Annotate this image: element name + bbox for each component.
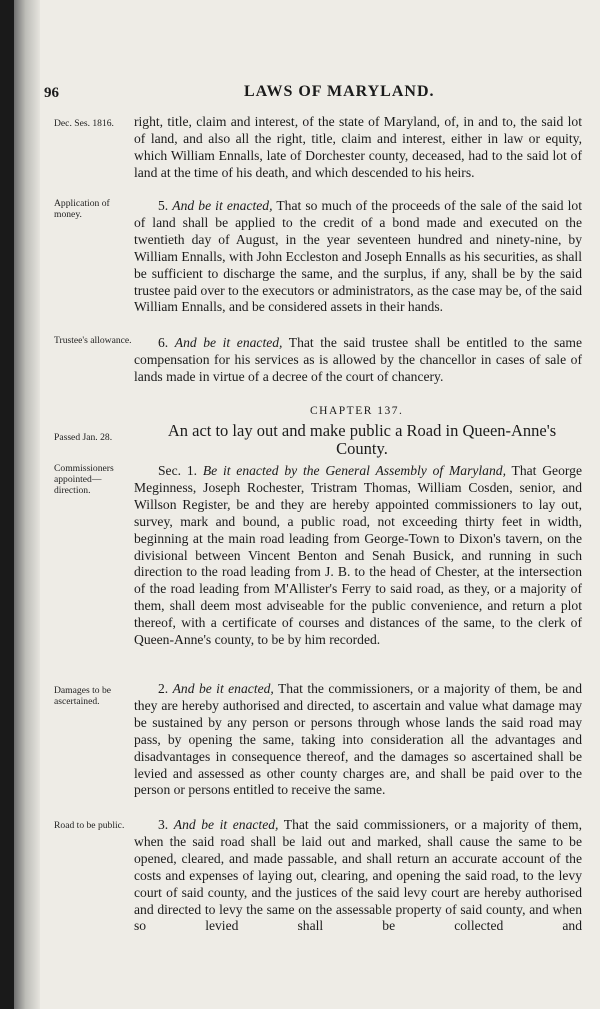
- page-number: 96: [44, 85, 59, 101]
- paragraph-continuation-text: right, title, claim and interest, of the state of Maryland, of, in and to, the said lot of land, and also all the right, title, claim and interest, either in law or equity, which William Ennalls, late of Dorchester county, deceased, had to the said lot of land at the time of his death, and which descended to his heirs.: [134, 114, 582, 180]
- section-5-text: That so much of the proceeds of the sale of the said lot of land shall be applied to the credit of a bond made and executed on the twentieth day of August, in the year seventeen hundred and ninety-nine, by William Ennalls, with John Eccleston and Joseph Ennalls as his securities, as shall be sufficient to discharge the same, and the surplus, if any, shall be by the said trustee paid over to the executors or administrators, as the case may be, of the said William Ennalls, and be considered assets in their hands.: [134, 198, 583, 315]
- chapter-section-2: [134, 681, 582, 799]
- margin-note-damages: Damages to be ascertained.: [54, 685, 112, 707]
- chapter-section-3-enacting: And be it enacted,: [173, 817, 279, 832]
- book-page: [14, 0, 600, 1009]
- section-6-enacting: And be it enacted,: [174, 335, 283, 350]
- chapter-section-3-number: 3.: [158, 817, 169, 832]
- margin-note-commissioners: Commissioners appointed—direction.: [54, 463, 114, 496]
- page-header: [14, 80, 600, 106]
- section-5-enacting: And be it enacted,: [172, 198, 273, 213]
- section-5-number: 5.: [158, 198, 169, 213]
- margin-note-trustee: Trustee's allowance.: [54, 335, 132, 346]
- chapter-section-1-enacting: Be it enacted by the General Assembly of Maryland,: [202, 463, 506, 478]
- chapter-section-1: [134, 463, 582, 649]
- margin-note-road: Road to be public.: [54, 820, 125, 831]
- page-binding: [14, 0, 40, 1009]
- act-title: An act to lay out and make public a Road in Queen-Anne's County.: [167, 421, 557, 458]
- section-6-number: 6.: [158, 335, 169, 350]
- section-6-text: That the said trustee shall be entitled to the same compensation for his services as is allowed by the chancellor in cases of sale of lands made in virtue of a decree of the court of chancery.: [134, 335, 582, 384]
- chapter-section-2-number: 2.: [158, 681, 169, 696]
- chapter-heading: CHAPTER 137.: [310, 405, 404, 417]
- chapter-section-3: [134, 817, 582, 935]
- margin-note-session: Dec. Ses. 1816.: [54, 118, 114, 129]
- paragraph-continuation: [134, 114, 582, 182]
- chapter-section-1-text: That George Meginness, Joseph Rochester, Tristram Thomas, William Cosden, senior, and Willson Register, be and they are hereby appointed commissioners to lay out, survey, mark and bound, a public road, not exceeding thirty feet in width, beginning at the main road leading from George-Town to Dixon's tavern, on the divisional between Vincent Benton and Senah Busick, and running in such direction to the road leading from J. B. to the head of Chester, at the intersection of the road leading from M'Allister's Ferry to said road, as they, or a majority of them, shall deem most adviseable for the public convenience, and return a plot thereof, with a certificate of courses and distances of the same, to the clerk of Queen-Anne's county, to be by him recorded.: [134, 463, 582, 648]
- chapter-section-1-number: Sec. 1.: [158, 463, 198, 478]
- chapter-section-2-enacting: And be it enacted,: [172, 681, 274, 696]
- section-5: [134, 198, 582, 316]
- chapter-section-2-text: That the commissioners, or a majority of them, be and they are hereby authorised and directed, to ascertain and value what damage may be sustained by any person or persons through whose lands the said road may pass, by opening the same, taking into consideration all the advantages and disadvantages in consequence thereof, and the damages so ascertained shall be levied and assessed as other county charges are, and shall be paid over to the person or persons entitled to receive the same.: [134, 681, 582, 798]
- margin-note-application: Application of money.: [54, 198, 110, 220]
- section-6: [134, 335, 582, 386]
- margin-note-passed: Passed Jan. 28.: [54, 432, 113, 443]
- running-title: LAWS OF MARYLAND.: [244, 83, 435, 100]
- chapter-section-3-text: That the said commissioners, or a majority of them, when the said road shall be laid out and marked, shall cause the same to be opened, cleared, and made passable, and shall return an accurate account of the costs and expenses of laying out, clearing, and opening the said road, to the levy court of said county, and the justices of the said levy court are hereby authorised and directed to levy the same on the assessable property of said county, and when so levied shall be collected and: [134, 817, 582, 934]
